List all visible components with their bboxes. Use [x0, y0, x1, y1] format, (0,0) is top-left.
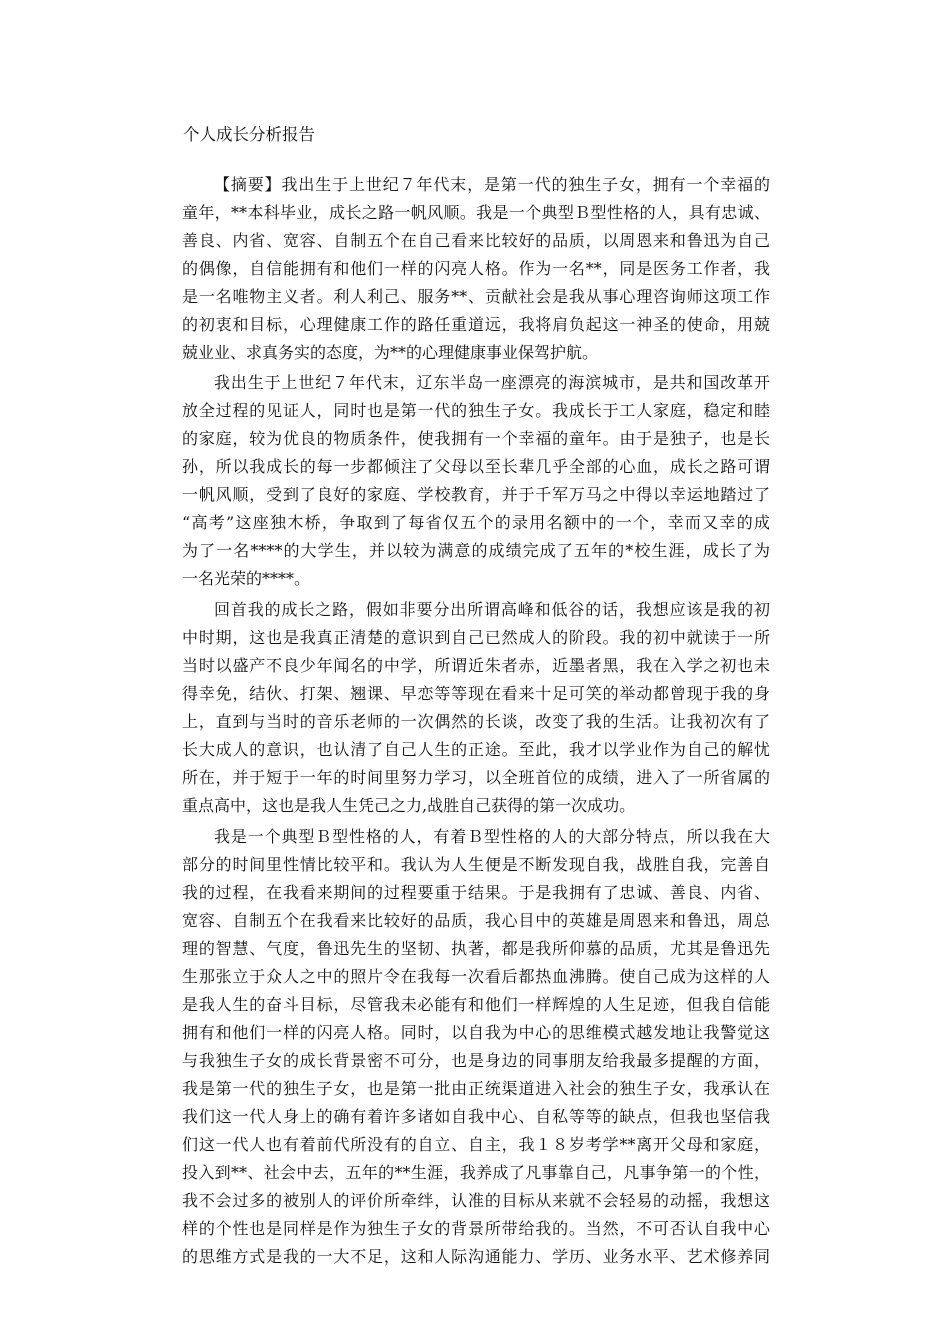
paragraph-line: 长大成人的意识，也认清了自己人生的正途。至此，我才以学业作为自己的解忧: [182, 740, 770, 759]
document-title: 个人成长分析报告: [183, 125, 315, 144]
body-paragraph-middle-school: [182, 596, 770, 820]
paragraph-line: 兢业业、求真务实的态度，为**的心理健康事业保驾护航。: [182, 343, 599, 362]
paragraph-line: 我的过程，在我看来期间的过程要重于结果。于是我拥有了忠诚、善良、内省、: [182, 883, 770, 902]
paragraph-line: 重点高中，这也是我人生凭己之力,战胜自己获得的第一次成功。: [182, 796, 636, 815]
paragraph-line: 样的个性也是同样是作为独生子女的背景所带给我的。当然，不可否认自我中心: [182, 1219, 770, 1238]
paragraph-line: 【摘要】我出生于上世纪７年代末，是第一代的独生子女，拥有一个幸福的: [214, 175, 770, 194]
paragraph-line: 是一名唯物主义者。利人利己、服务**、贡献社会是我从事心理咨询师这项工作: [182, 287, 770, 306]
paragraph-line: 得幸免，结伙、打架、翘课、早恋等等现在看来十足可笑的举动都曾现于我的身: [182, 684, 770, 703]
paragraph-line: 善良、内省、宽容、自制五个在自己看来比较好的品质，以周恩来和鲁迅为自己: [182, 231, 770, 250]
paragraph-line: 一帆风顺，受到了良好的家庭、学校教育，并于千军万马之中得以幸运地踏过了: [182, 485, 770, 504]
paragraph-line: 童年，**本科毕业，成长之路一帆风顺。我是一个典型Ｂ型性格的人，具有忠诚、: [182, 203, 770, 222]
paragraph-line: 与我独生子女的成长背景密不可分，也是身边的同事朋友给我最多提醒的方面，: [182, 1051, 770, 1070]
paragraph-line: 上，直到与当时的音乐老师的一次偶然的长谈，改变了我的生活。让我初次有了: [182, 712, 770, 731]
paragraph-line: 我们这一代人身上的确有着许多诸如自我中心、自私等等的缺点，但我也坚信我: [182, 1107, 770, 1126]
body-paragraph-personality: [182, 823, 770, 1271]
paragraph-line: 为了一名****的大学生，并以较为满意的成绩完成了五年的*校生涯，成长了为: [182, 541, 770, 560]
paragraph-line: 我出生于上世纪７年代末，辽东半岛一座漂亮的海滨城市，是共和国改革开: [214, 373, 770, 392]
paragraph-line: 宽容、自制五个在我看来比较好的品质，我心目中的英雄是周恩来和鲁迅，周总: [182, 911, 770, 930]
paragraph-line: 的初衷和目标，心理健康工作的路任重道远，我将肩负起这一神圣的使命，用兢: [182, 315, 770, 334]
paragraph-line: 孙，所以我成长的每一步都倾注了父母以至长辈几乎全部的心血，成长之路可谓: [182, 457, 770, 476]
abstract-paragraph: [182, 171, 770, 367]
paragraph-line: 们这一代人也有着前代所没有的自立、自主，我１８岁考学**离开父母和家庭，: [182, 1135, 770, 1154]
paragraph-line: 的偶像，自信能拥有和他们一样的闪亮人格。作为一名**，同是医务工作者，我: [182, 259, 770, 278]
paragraph-line: 的家庭，较为优良的物质条件，使我拥有一个幸福的童年。由于是独子，也是长: [182, 429, 770, 448]
body-paragraph-childhood: [182, 369, 770, 593]
paragraph-line: “高考”这座独木桥，争取到了每省仅五个的录用名额中的一个，幸而又幸的成: [182, 513, 770, 532]
paragraph-line: 生那张立于众人之中的照片令在我每一次看后都热血沸腾。使自己成为这样的人: [182, 967, 770, 986]
paragraph-line: 投入到**、社会中去，五年的**生涯，我养成了凡事靠自己，凡事争第一的个性，: [182, 1163, 770, 1182]
paragraph-line: 我是第一代的独生子女，也是第一批由正统渠道进入社会的独生子女，我承认在: [182, 1079, 770, 1098]
paragraph-line: 的思维方式是我的一大不足，这和人际沟通能力、学历、业务水平、艺术修养同: [182, 1247, 770, 1266]
paragraph-line: 所在，并于短于一年的时间里努力学习，以全班首位的成绩，进入了一所省属的: [182, 768, 770, 787]
paragraph-line: 中时期，这也是我真正清楚的意识到自己已然成人的阶段。我的初中就读于一所: [182, 628, 770, 647]
paragraph-line: 是我人生的奋斗目标，尽管我未必能有和他们一样辉煌的人生足迹，但我自信能: [182, 995, 770, 1014]
paragraph-line: 回首我的成长之路，假如非要分出所谓高峰和低谷的话，我想应该是我的初: [214, 600, 770, 619]
paragraph-line: 拥有和他们一样的闪亮人格。同时，以自我为中心的思维模式越发地让我警觉这: [182, 1023, 770, 1042]
paragraph-line: 我不会过多的被别人的评价所牵绊，认准的目标从来就不会轻易的动摇，我想这: [182, 1191, 770, 1210]
paragraph-line: 部分的时间里性情比较平和。我认为人生便是不断发现自我，战胜自我，完善自: [182, 855, 770, 874]
paragraph-line: 放全过程的见证人，同时也是第一代的独生子女。我成长于工人家庭，稳定和睦: [182, 401, 770, 420]
paragraph-line: 我是一个典型Ｂ型性格的人，有着Ｂ型性格的人的大部分特点，所以我在大: [214, 827, 770, 846]
paragraph-line: 当时以盛产不良少年闻名的中学，所谓近朱者赤，近墨者黑，我在入学之初也未: [182, 656, 770, 675]
paragraph-line: 理的智慧、气度，鲁迅先生的坚韧、执著，都是我所仰慕的品质，尤其是鲁迅先: [182, 939, 770, 958]
paragraph-line: 一名光荣的****。: [182, 569, 311, 588]
